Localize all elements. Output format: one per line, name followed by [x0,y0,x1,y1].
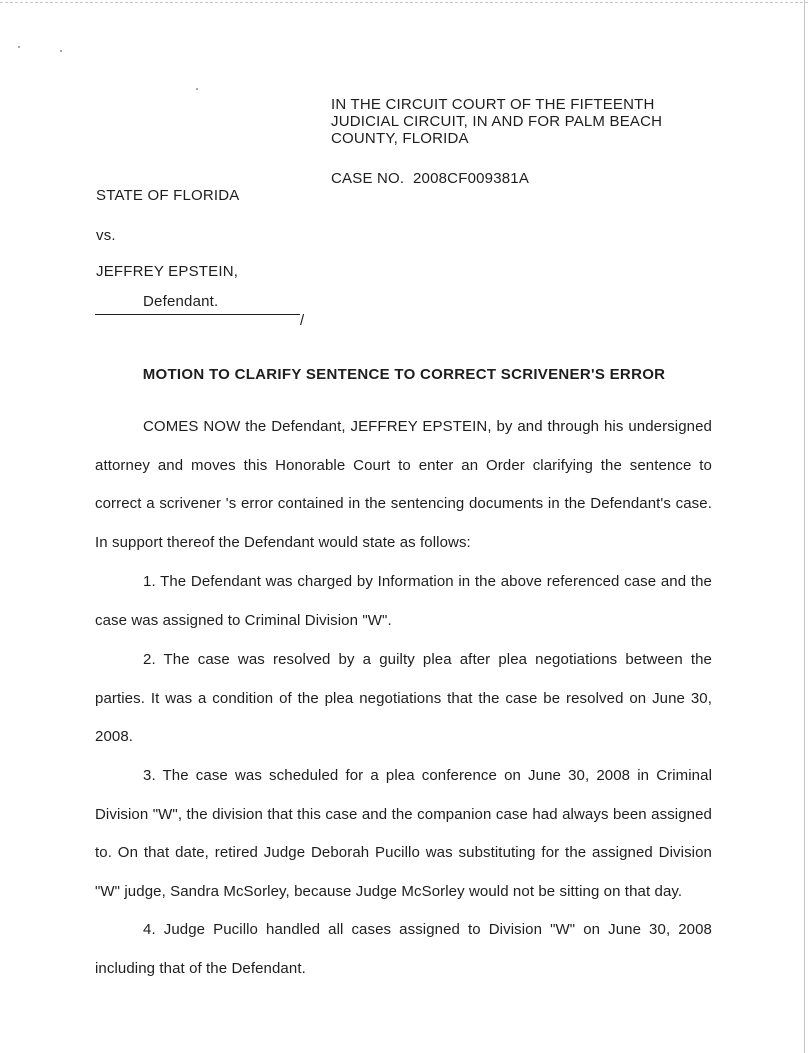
signature-rule [95,314,300,315]
scan-edge-top [0,2,808,3]
scan-edge-right [804,0,805,1053]
court-caption-line: IN THE CIRCUIT COURT OF THE FIFTEENTH [331,96,655,113]
court-caption [331,96,751,147]
scan-speck [60,50,62,52]
numbered-paragraph-2: 2. The case was resolved by a guilty plea after plea negotiations between the parties. It was a condition of the plea negotiations that the case be resolved on June 30, 2008. [95,651,712,745]
defendant-name: JEFFREY EPSTEIN, [96,263,239,280]
scan-speck [18,46,20,48]
versus-label: vs. [96,227,116,244]
plaintiff-name: STATE OF FLORIDA [96,187,240,204]
numbered-paragraph-1: 1. The Defendant was charged by Information in the above referenced case and the case was assigned to Criminal Division "W". [95,573,712,629]
defendant-label: Defendant. [143,293,219,310]
signature-slash: / [300,312,305,329]
numbered-paragraph-3: 3. The case was scheduled for a plea conference on June 30, 2008 in Criminal Division "W", the division that this case and the companion case had always been assigned to. On that date, retired Judge Deborah Pucillo was substituting for the assigned Division "W" judge, Sandra McSorley, because Judge McSorley would not be sitting on that day. [95,767,712,900]
motion-title-text: MOTION TO CLARIFY SENTENCE TO CORRECT SCRIVENER'S ERROR [142,366,666,383]
case-number: CASE NO. 2008CF009381A [331,170,530,187]
court-caption-line: JUDICIAL CIRCUIT, IN AND FOR PALM BEACH [331,113,663,130]
intro-paragraph: COMES NOW the Defendant, JEFFREY EPSTEIN, by and through his undersigned attorney and moves this Honorable Court to enter an Order clarifying the sentence to correct a scrivener 's error contained in the sentencing documents in the Defendant's case. In support thereof the Defendant would state as follows: [95,418,712,551]
court-caption-line: COUNTY, FLORIDA [331,130,469,147]
numbered-paragraph-4: 4. Judge Pucillo handled all cases assigned to Division "W" on June 30, 2008 including that of the Defendant. [95,921,712,977]
motion-title [0,366,808,383]
scan-speck [196,88,198,90]
